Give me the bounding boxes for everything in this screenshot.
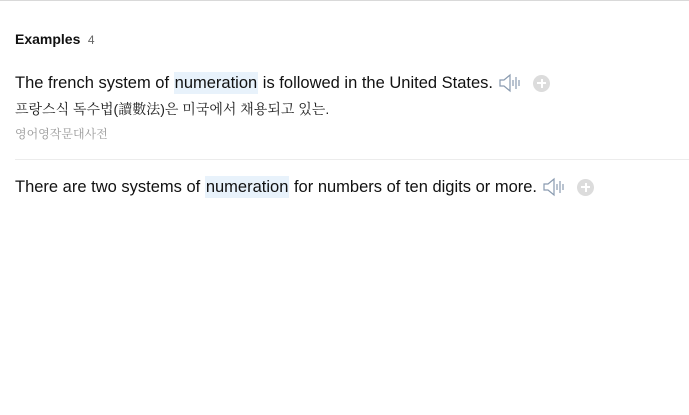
examples-header — [15, 31, 95, 49]
example-sentence — [15, 176, 689, 198]
example-sentence — [15, 72, 689, 94]
sentence-text-after: for numbers of ten digits or more. — [289, 178, 537, 196]
examples-title: Examples — [15, 31, 81, 47]
example-item — [15, 72, 689, 142]
example-divider — [15, 159, 689, 160]
highlighted-keyword: numeration — [174, 74, 258, 92]
sentence-text-before: There are two systems of — [15, 178, 205, 196]
example-item — [15, 176, 689, 198]
speaker-icon[interactable] — [543, 177, 567, 197]
top-divider — [0, 0, 689, 1]
example-source: 영어영작문대사전 — [15, 127, 108, 141]
sentence-text-after: is followed in the United States. — [258, 74, 494, 92]
example-translation: 프랑스식 독수법(讀數法)은 미국에서 채용되고 있는. — [15, 101, 330, 117]
highlighted-keyword: numeration — [205, 178, 289, 196]
add-to-wordbook-button[interactable] — [533, 75, 550, 92]
speaker-icon[interactable] — [499, 73, 523, 93]
examples-count: 4 — [87, 33, 95, 47]
sentence-text-before: The french system of — [15, 74, 174, 92]
add-to-wordbook-button[interactable] — [577, 179, 594, 196]
